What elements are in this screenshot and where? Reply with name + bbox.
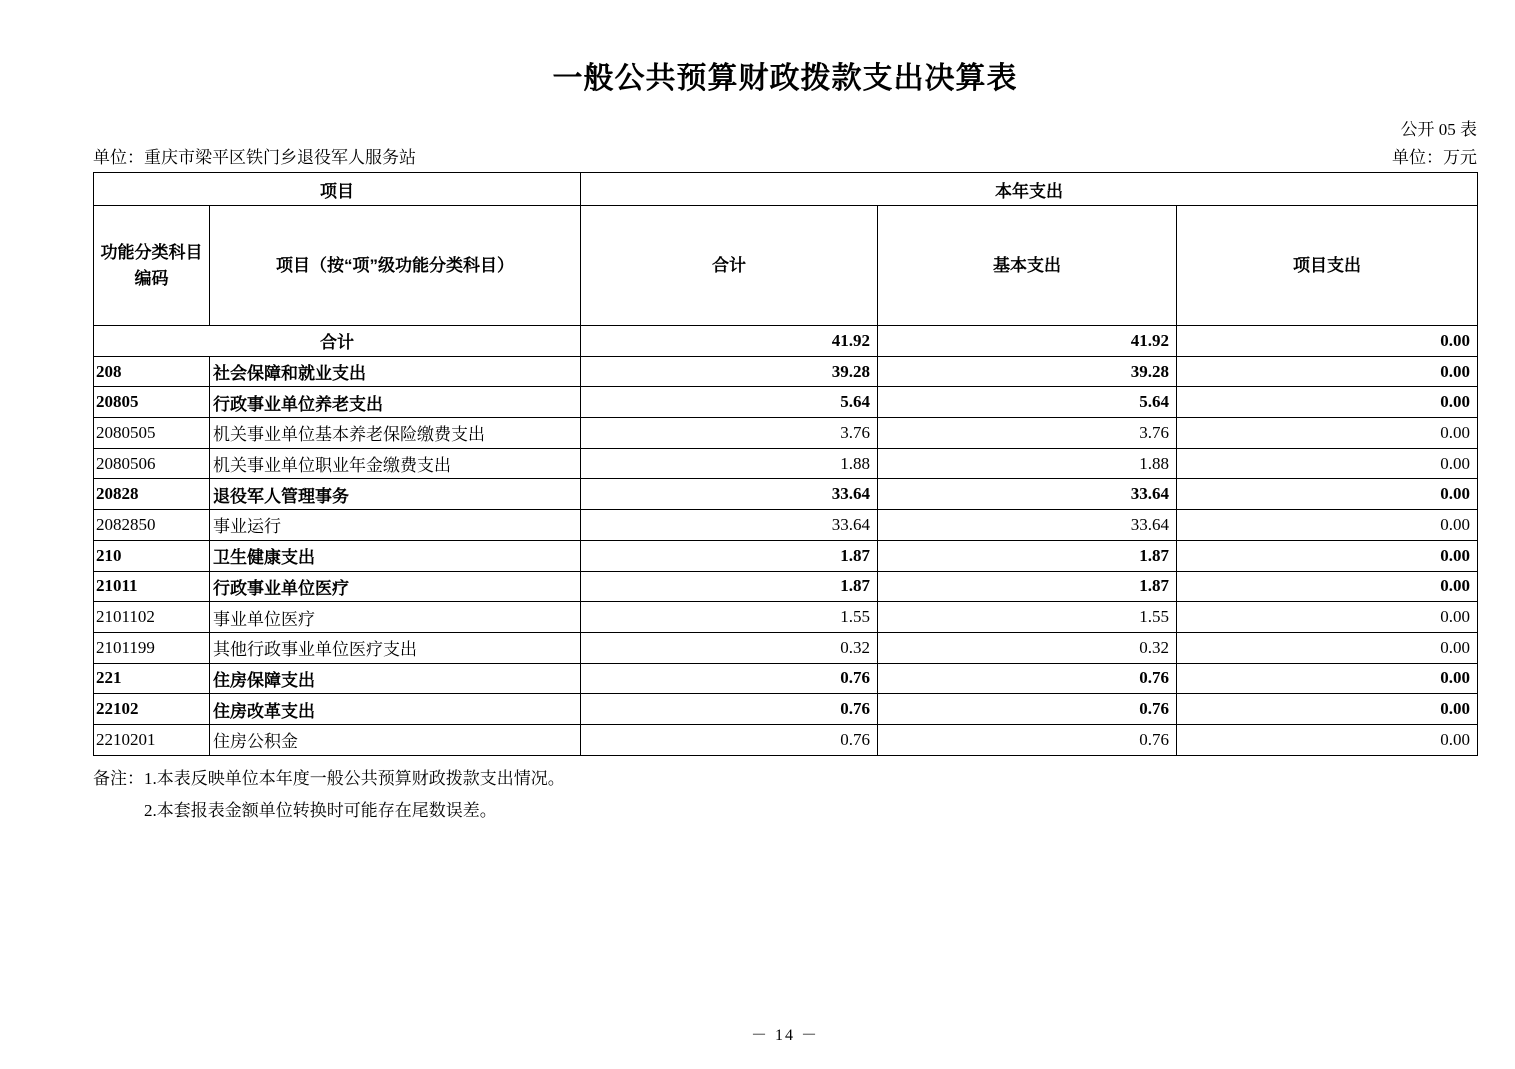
table-row xyxy=(94,448,1478,479)
table-row xyxy=(94,632,1478,663)
header-col-basic: 基本支出 xyxy=(878,206,1177,326)
table-row xyxy=(94,663,1478,694)
row-project: 0.00 xyxy=(1177,571,1478,602)
row-project: 0.00 xyxy=(1177,448,1478,479)
row-total: 0.76 xyxy=(581,694,878,725)
row-name: 卫生健康支出 xyxy=(210,540,581,571)
note-line-2: 2.本套报表金额单位转换时可能存在尾数误差。 xyxy=(144,800,497,820)
row-total: 1.55 xyxy=(581,602,878,633)
header-col-code-line2: 编码 xyxy=(134,268,169,288)
row-code: 210 xyxy=(94,540,210,571)
table-row xyxy=(94,602,1478,633)
row-name: 住房公积金 xyxy=(210,724,581,755)
row-basic: 5.64 xyxy=(878,387,1177,418)
notes xyxy=(93,763,1477,827)
table-row xyxy=(94,694,1478,725)
row-name: 住房保障支出 xyxy=(210,663,581,694)
row-code: 22102 xyxy=(94,694,210,725)
row-total: 41.92 xyxy=(581,326,878,357)
row-name: 机关事业单位职业年金缴费支出 xyxy=(210,448,581,479)
table-row xyxy=(94,724,1478,755)
table-body xyxy=(94,326,1478,756)
row-project: 0.00 xyxy=(1177,540,1478,571)
expenditure-table xyxy=(93,172,1478,756)
header-col-project: 项目支出 xyxy=(1177,206,1478,326)
row-code: 2082850 xyxy=(94,510,210,541)
table-row xyxy=(94,418,1478,449)
row-name: 事业运行 xyxy=(210,510,581,541)
row-total: 1.87 xyxy=(581,571,878,602)
row-project: 0.00 xyxy=(1177,663,1478,694)
table-row xyxy=(94,571,1478,602)
page-title: 一般公共预算财政拨款支出决算表 xyxy=(552,62,1018,95)
row-total: 5.64 xyxy=(581,387,878,418)
row-code: 2101199 xyxy=(94,632,210,663)
meta-row-units xyxy=(93,148,1477,168)
row-name: 事业单位医疗 xyxy=(210,602,581,633)
row-name: 住房改革支出 xyxy=(210,694,581,725)
row-project: 0.00 xyxy=(1177,694,1478,725)
org-unit-label: 单位：重庆市梁平区铁门乡退役军人服务站 xyxy=(93,148,416,167)
note-line-1: 备注：1.本表反映单位本年度一般公共预算财政拨款支出情况。 xyxy=(93,768,565,788)
row-basic: 1.88 xyxy=(878,448,1177,479)
row-name: 其他行政事业单位医疗支出 xyxy=(210,632,581,663)
row-project: 0.00 xyxy=(1177,724,1478,755)
row-basic: 0.76 xyxy=(878,694,1177,725)
row-name: 机关事业单位基本养老保险缴费支出 xyxy=(210,418,581,449)
row-project: 0.00 xyxy=(1177,418,1478,449)
row-total: 1.88 xyxy=(581,448,878,479)
row-total: 33.64 xyxy=(581,479,878,510)
header-group-year-expenditure: 本年支出 xyxy=(581,173,1478,206)
table-row xyxy=(94,540,1478,571)
row-total: 0.32 xyxy=(581,632,878,663)
row-code: 208 xyxy=(94,356,210,387)
table-row xyxy=(94,356,1478,387)
row-project: 0.00 xyxy=(1177,387,1478,418)
row-basic: 0.32 xyxy=(878,632,1177,663)
row-total: 0.76 xyxy=(581,724,878,755)
row-name: 退役军人管理事务 xyxy=(210,479,581,510)
page-number: － 14 － xyxy=(750,1027,819,1044)
row-total: 0.76 xyxy=(581,663,878,694)
row-basic: 41.92 xyxy=(878,326,1177,357)
row-total: 39.28 xyxy=(581,356,878,387)
header-group-row xyxy=(94,173,1478,206)
table-row xyxy=(94,326,1478,357)
row-project: 0.00 xyxy=(1177,356,1478,387)
row-basic: 33.64 xyxy=(878,510,1177,541)
row-basic: 39.28 xyxy=(878,356,1177,387)
row-basic: 33.64 xyxy=(878,479,1177,510)
row-project: 0.00 xyxy=(1177,326,1478,357)
row-code: 2080505 xyxy=(94,418,210,449)
table-row xyxy=(94,510,1478,541)
row-project: 0.00 xyxy=(1177,510,1478,541)
header-columns-row xyxy=(94,206,1478,326)
header-col-total: 合计 xyxy=(581,206,878,326)
row-total: 3.76 xyxy=(581,418,878,449)
row-basic: 0.76 xyxy=(878,724,1177,755)
row-code: 20805 xyxy=(94,387,210,418)
row-basic: 1.87 xyxy=(878,571,1177,602)
row-basic: 3.76 xyxy=(878,418,1177,449)
row-name: 社会保障和就业支出 xyxy=(210,356,581,387)
currency-unit-label: 单位：万元 xyxy=(1392,148,1477,167)
row-total: 33.64 xyxy=(581,510,878,541)
meta-row-table-code xyxy=(93,120,1477,140)
row-name: 行政事业单位医疗 xyxy=(210,571,581,602)
row-project: 0.00 xyxy=(1177,632,1478,663)
row-name: 行政事业单位养老支出 xyxy=(210,387,581,418)
row-code: 221 xyxy=(94,663,210,694)
header-group-item: 项目 xyxy=(94,173,581,206)
row-total: 1.87 xyxy=(581,540,878,571)
row-code: 2080506 xyxy=(94,448,210,479)
row-basic: 1.55 xyxy=(878,602,1177,633)
row-code: 2210201 xyxy=(94,724,210,755)
table-row xyxy=(94,387,1478,418)
row-code: 21011 xyxy=(94,571,210,602)
table-row xyxy=(94,479,1478,510)
row-label: 合计 xyxy=(94,326,581,357)
table-header xyxy=(94,173,1478,326)
header-col-code-line1: 功能分类科目 xyxy=(100,242,203,262)
header-col-item: 项目（按“项”级功能分类科目） xyxy=(210,206,581,326)
row-basic: 0.76 xyxy=(878,663,1177,694)
row-code: 20828 xyxy=(94,479,210,510)
table-code-label: 公开 05 表 xyxy=(1400,120,1477,139)
row-basic: 1.87 xyxy=(878,540,1177,571)
row-project: 0.00 xyxy=(1177,479,1478,510)
header-col-code xyxy=(94,206,210,326)
row-code: 2101102 xyxy=(94,602,210,633)
row-project: 0.00 xyxy=(1177,602,1478,633)
